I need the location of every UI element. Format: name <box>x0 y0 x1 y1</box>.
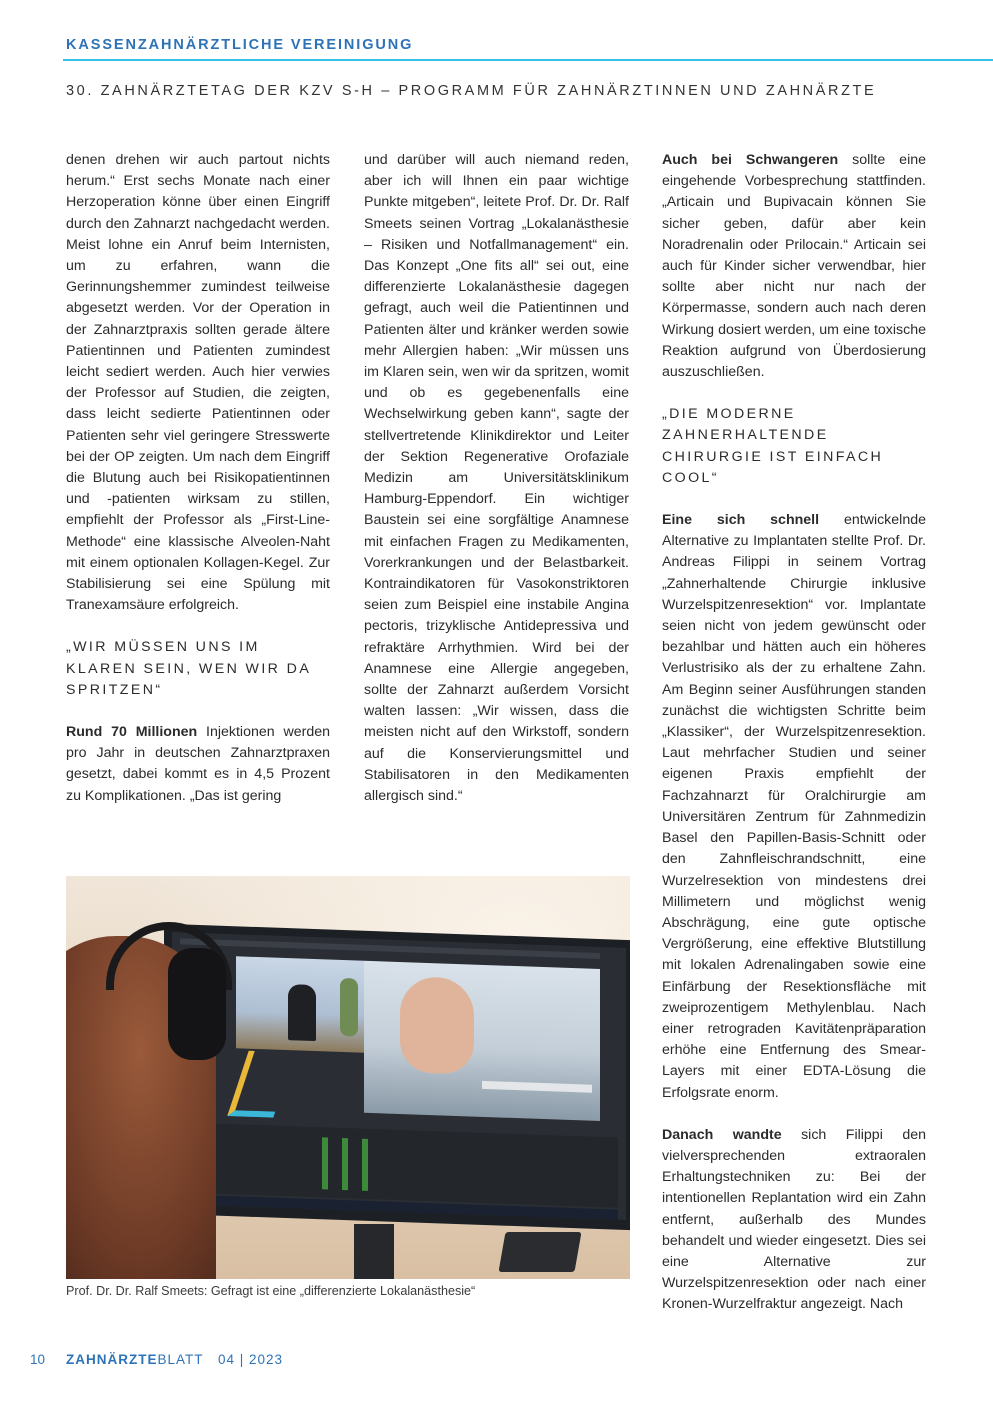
magazine-title-thin: BLATT <box>157 1352 204 1367</box>
screen-preview-stage <box>236 956 364 1052</box>
lead-in: Danach wandte <box>662 1126 782 1143</box>
stream-deck <box>498 1232 581 1272</box>
paragraph <box>662 1125 926 1316</box>
monitor <box>164 924 630 1230</box>
header-divider <box>63 59 993 61</box>
magazine-title-bold: ZAHNÄRZTE <box>66 1352 158 1367</box>
article-column-2 <box>364 150 629 828</box>
paragraph-text: Injektionen werden pro Jahr in deutschen Zahnarztpraxen gesetzt, dabei kommt es in 4,5 Prozent zu Komplikationen. „Das ist gering <box>66 724 330 804</box>
paragraph-text: sich Filippi den vielversprechenden extraoralen Erhaltungstechniken zu: Bei der intentionellen Replantation wird ein Zahn entfernt, außerhalb des Mundes behandelt und wieder eingesetzt. Dies sei eine Alternative zur Wurzelspitzenresektion oder nach einer Kronen-Wurzelfraktur angezeigt. Nach <box>662 1126 926 1313</box>
subheading: „DIE MODERNE ZAHNERHALTENDE CHIRURGIE IST EINFACH COOL“ <box>662 406 884 486</box>
speaker-portrait <box>400 976 474 1075</box>
portrait-name-lower-third <box>482 1081 592 1093</box>
speaker-figure <box>288 984 316 1041</box>
lead-in: Rund 70 Millionen <box>66 724 198 741</box>
article-photo <box>66 876 630 1279</box>
audio-meter <box>322 1137 328 1189</box>
paragraph-text: sollte eine eingehende Vorbesprechung stattfinden. „Articain und Bupivacain können Sie sicher geben, dafür aber kein Noradrenalin oder Prilocain.“ Articain sei auch für Kinder sicher verwendbar, hier sollte aber nicht nur nach der Körpermasse, sondern auch nach deren Wirkung dosiert werden, um eine toxische Reaktion aufgrund von Überdosierung auszuschließen. <box>662 152 926 381</box>
header-brand: KASSENZAHNÄRZTLICHE VEREINIGUNG <box>66 37 414 53</box>
paragraph <box>662 510 926 1104</box>
z-logo-graphic <box>227 1051 294 1118</box>
screen-preview-portrait <box>364 961 600 1121</box>
paragraph: denen drehen wir auch partout nichts herum.“ Erst sechs Monate nach einer Herzoperation könne über einen Eingriff durch den Zahnarzt nachgedacht werden. Meist lohne ein Anruf beim Internisten, um zu erfahren, wann die Gerinnungshemmer zumindest teilweise abgesetzt werden. Vor der Operation in der Zahnarztpraxis sollten gerade ältere Patientinnen und Patienten zumindest leicht sediert werden. Auch hier verwies der Professor auf Studien, die zeigten, dass leicht sedierte Patientinnen oder Patienten sehr viel geringere Stresswerte bei der OP zeigten. Um nach dem Eingriff die Blutung auch bei Risikopatientinnen und -patienten wirksam zu stillen, empfiehlt der Professor als „First-Line-Methode“ eine klassische Alveolen-Naht mit einem optionalen Kollagen-Kegel. Zur Stabilisierung sei eine Spülung mit Tranexamsäure erfolgreich. <box>66 152 330 614</box>
photo-caption: Prof. Dr. Dr. Ralf Smeets: Gefragt ist eine „differenzierte Lokalanästhesie“ <box>66 1284 476 1298</box>
paragraph <box>662 150 926 383</box>
subheading: „WIR MÜSSEN UNS IM KLAREN SEIN, WEN WIR DA SPRITZEN“ <box>66 639 311 698</box>
paragraph: und darüber will auch niemand reden, aber ich will Ihnen ein paar wichtige Punkte mitgeben“, leitete Prof. Dr. Dr. Ralf Smeets seinen Vortrag „Lokalanästhesie – Risiken und Notfallmanagement“ ein. Das Konzept „One fits all“ sei out, eine differenzierte Lokalanästhesie dagegen gefragt, auch weil die Patientinnen und Patienten älter und kränker werden sowie mehr Allergien haben: „Wir müssen uns im Klaren sein, wen wir da spritzen, womit und ob es gegebenenfalls eine Wechselwirkung geben kann“, sagte der stellvertretende Klinikdirektor und Leiter der Sektion Regenerative Orofaziale Medizin am Universitätsklinikum Hamburg-Eppendorf. Ein wichtiger Baustein sei eine sorgfältige Anamnese mit einfachen Fragen zu Medikamenten, Vorerkrankungen und der Belastbarkeit. Kontraindikatoren für Vasokonstriktoren seien zum Beispiel eine instabile Angina pectoris, trizyklische Antidepressiva und refraktäre Arrhythmien. Wird bei der Anamnese eine Allergie angegeben, sollte der Zahnarzt außerdem Vorsicht walten lassen: „Wir wissen, dass die meisten nicht auf den Wirkstoff, sondern auf die Konservierungsmittel und Stabilisatoren in den Medikamenten allergisch sind.“ <box>364 152 629 805</box>
headphone-icon <box>168 948 226 1060</box>
screen-mixer-panel <box>180 1122 618 1207</box>
paragraph <box>66 722 330 807</box>
magazine-title <box>66 1352 204 1367</box>
issue-number: 04 | 2023 <box>218 1352 284 1367</box>
lead-in: Eine sich schnell <box>662 512 820 529</box>
page-number: 10 <box>30 1352 46 1367</box>
audio-meter <box>342 1138 348 1190</box>
lead-in: Auch bei Schwangeren <box>662 152 839 168</box>
paragraph-text: entwickelnde Alternative zu Implantaten stellte Prof. Dr. Andreas Filippi in seinem Vortrag „Zahnerhaltende Chirurgie inklusive Wurzelspitzenresektion“ vor. Implantate seien nicht von jedem gewünscht oder bezahlbar und hätten auch ein höheres Verlustrisiko als der zu erhaltene Zahn. Am Beginn seiner Ausführungen standen zunächst die wichtigsten Schritte beim „Klassiker“, der Wurzelspitzenresektion. Laut mehrfacher Studien und seiner eigenen Praxis empfiehlt der Fachzahnarzt für Oralchirurgie am Universitären Zentrum für Zahnmedizin Basel den Papillen-Basis-Schnitt oder den Zahnfleischrandschnitt, eine Wurzelresektion von mindestens drei Millimetern und möglichst wenig Abschrägung, eine gute optische Vergrößerung, eine effektive Blutstillung mit lokalen Adrenalingaben sowie eine Einfärbung der Resektionsfläche mit zweiprozentigem Methylenblau. Nach einer retrograden Kavitätenpräparation erhöhe eine Entfernung des Smear-Layers mit einer EDTA-Lösung die Erfolgsrate enorm. <box>662 512 926 1101</box>
article-column-1 <box>66 150 330 828</box>
article-column-3 <box>662 150 926 1337</box>
monitor-stand <box>354 1224 394 1279</box>
plant-shape <box>340 978 358 1037</box>
section-title: 30. ZAHNÄRZTETAG DER KZV S-H – PROGRAMM FÜR ZAHNÄRZTINNEN UND ZAHNÄRZTE <box>66 83 877 99</box>
audio-meter <box>362 1139 368 1191</box>
monitor-screen <box>172 932 626 1220</box>
